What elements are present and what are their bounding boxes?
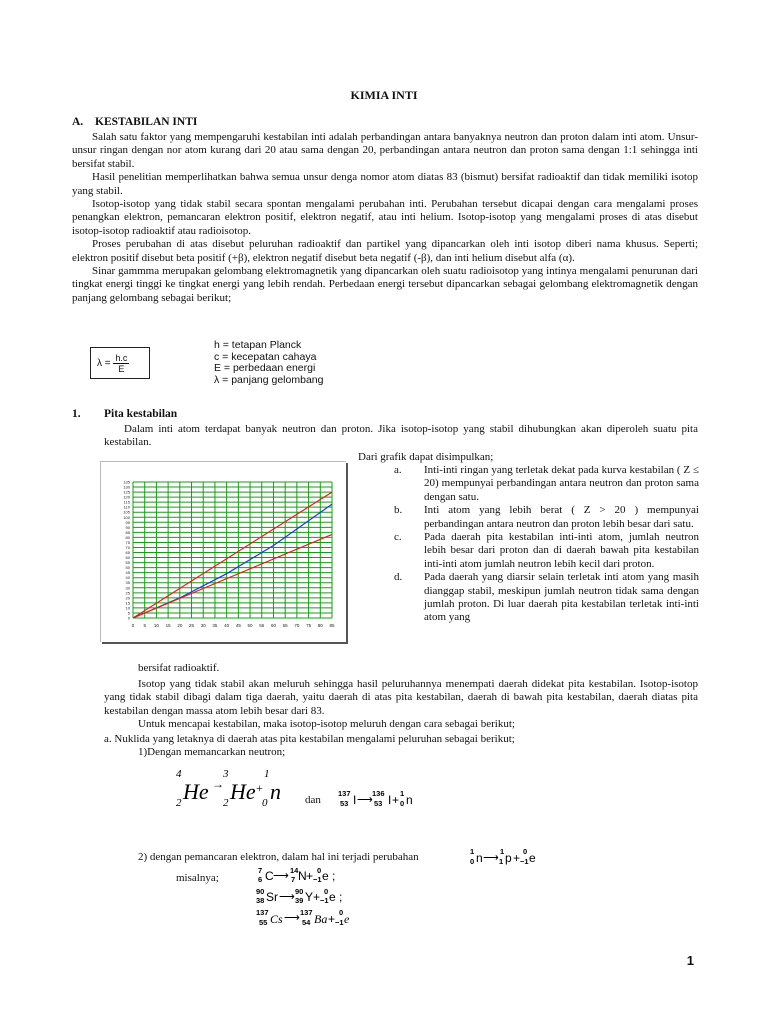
svg-text:1: 1 [470, 847, 475, 856]
svg-text:2: 2 [223, 797, 229, 809]
chart-y-tick-label: 105 [123, 509, 130, 515]
chart-y-tick-label: 40 [125, 575, 130, 581]
svg-text:3: 3 [223, 768, 229, 780]
chart-series-line [133, 492, 332, 618]
svg-text:⟶: ⟶ [284, 912, 300, 924]
svg-text:90: 90 [295, 887, 304, 896]
chart-x-tick-label: 35 [212, 623, 218, 628]
svg-text:14: 14 [290, 866, 299, 875]
list-item [394, 571, 699, 625]
chart-y-tick-label: 125 [123, 489, 130, 495]
svg-text:⟶: ⟶ [483, 852, 499, 864]
svg-text:+: + [392, 793, 400, 807]
decay-intro: a. Nuklida yang letaknya di daerah atas pita kestabilan mengalami peluruhan sebagai berikut; [104, 733, 515, 745]
chart-x-tick-label: 25 [189, 623, 195, 628]
chart-y-tick-label: 135 [123, 479, 130, 485]
decay-paragraph [104, 678, 698, 732]
paragraph: Sinar gammma merupakan gelombang elektromagnetik yang dipancarkan oleh suatu radioisotop yang intinya mengalami penurunan dari tingkat energi tinggi ke tingkat energi yang lebih rendah. Perbedaan energi tersebut dipancarkan sebagai gelombang elektromagnetik dengan panjang gelombang sebagai berikut; [72, 265, 698, 304]
svg-text:136: 136 [372, 789, 385, 798]
svg-text:90: 90 [256, 887, 265, 896]
chart-x-tick-label: 60 [270, 623, 276, 628]
svg-text:2: 2 [176, 797, 182, 809]
svg-text:0: 0 [400, 799, 405, 808]
chart-x-tick-label: 85 [329, 623, 335, 628]
page-title: KIMIA INTI [350, 88, 418, 102]
svg-text:Cs: Cs [270, 912, 283, 926]
chart-x-tick-label: 65 [282, 623, 288, 628]
svg-text:0: 0 [324, 887, 329, 896]
svg-text:e ;: e ; [329, 890, 343, 904]
chart-x-tick-label: 55 [259, 623, 265, 628]
step-1-text: 1)Dengan memancarkan neutron; [138, 746, 286, 758]
chart-series-line [133, 504, 332, 618]
section-1-intro: Dalam inti atom terdapat banyak neutron dan proton. Jika isotop-isotop yang stabil dihubungkan akan diperoleh suatu pita kestabilan. [104, 423, 698, 449]
chart-y-tick-label: 0 [127, 615, 130, 621]
paragraph: Isotop-isotop yang tidak stabil secara spontan mengalami perubahan inti. Perubahan tersebut dicapai dengan cara mengalami proses penangkan elektron, pemancaran elektron positif, elektron negatif, atau inti helium. Isotop-isotop yang mengalami proses di atas disebut isotop-isotop radioaktif atau radioisotop. [72, 198, 698, 237]
list-item-label: a. [394, 464, 402, 476]
list-item-label: c. [394, 531, 402, 544]
section-a-heading: KESTABILAN INTI [95, 116, 198, 128]
paragraph: Isotop yang tidak stabil akan meluruh sehingga hasil peluruhannya menempati daerah didekat pita kestabilan. Isotop-isotop yang tidak stabil dibagi dalam tiga daerah, yaitu daerah di atas pita kestabilan, daerah di bawah pita kestabilan, daerah diatas pita kestabilan dengan massa atom lebih besar dari 83. [104, 678, 698, 717]
svg-text:He: He [230, 779, 256, 804]
svg-text:⟶: ⟶ [273, 870, 289, 882]
svg-text:Y: Y [305, 890, 314, 904]
formula-denominator: E [118, 364, 125, 374]
svg-text:Ba: Ba [314, 912, 328, 926]
chart-y-tick-label: 110 [123, 504, 130, 510]
legend-item: h = tetapan Planck [214, 339, 302, 351]
chart-y-tick-label: 5 [127, 610, 130, 616]
svg-text:I: I [388, 793, 392, 807]
legend-item: E = perbedaan energi [214, 362, 316, 375]
conclusion-list [394, 464, 699, 625]
chart-x-tick-label: 70 [294, 623, 300, 628]
svg-text:55: 55 [259, 918, 268, 927]
conjunction-dan: dan [305, 794, 321, 806]
chart-y-tick-label: 95 [125, 519, 130, 525]
chart-y-tick-label: 60 [125, 555, 130, 561]
chart-svg [101, 462, 346, 642]
svg-text:e: e [529, 851, 536, 865]
paragraph: Salah satu faktor yang mempengaruhi kestabilan inti adalah perbandingan antara banyaknya neutron dan proton dalam inti atom. Unsur-unsur ringan dengan nor atom kurang dari 20 atau sama dengan 20, perbandingan antara neutron dan proton sama dengan 1:1 sehingga inti bersifat stabil. [72, 131, 698, 170]
chart-x-tick-label: 10 [153, 623, 159, 628]
svg-text:137: 137 [338, 789, 351, 798]
svg-text:7: 7 [258, 866, 263, 875]
svg-text:1: 1 [400, 789, 405, 798]
svg-text:0: 0 [317, 866, 322, 875]
formula-lhs: λ = [97, 358, 111, 370]
equation-iodine-decay [338, 787, 448, 809]
svg-text:1: 1 [264, 768, 270, 780]
svg-text:53: 53 [374, 799, 383, 808]
svg-text:⟶: ⟶ [279, 891, 295, 903]
svg-text:4: 4 [176, 768, 182, 780]
chart-x-tick-label: 15 [165, 623, 171, 628]
list-item [394, 464, 699, 504]
svg-text:0: 0 [262, 797, 268, 809]
step-2-text: 2) dengan pemancaran elektron, dalam hal ini terjadi perubahan [138, 851, 419, 863]
section-1-heading: Pita kestabilan [104, 408, 178, 420]
chart-y-tick-label: 70 [125, 544, 130, 550]
svg-text:Sr: Sr [266, 890, 278, 904]
section-1-label: 1. [72, 408, 81, 420]
svg-text:0: 0 [339, 908, 344, 917]
chart-y-tick-label: 10 [125, 605, 130, 611]
chart-x-tick-label: 30 [200, 623, 206, 628]
chart-y-tick-label: 20 [125, 595, 130, 601]
svg-text:53: 53 [340, 799, 349, 808]
chart-y-tick-label: 65 [125, 550, 130, 556]
section-a-label: A. [72, 116, 84, 128]
chart-x-tick-label: 75 [306, 623, 312, 628]
chart-y-tick-label: 35 [125, 580, 130, 586]
equation-neutron-emission [170, 764, 300, 810]
svg-text:p: p [505, 851, 512, 865]
svg-text:I: I [353, 793, 357, 807]
conclusion-intro: Dari grafik dapat disimpulkan; [358, 451, 494, 463]
list-item-text: Pada daerah pita kestabilan inti-inti atom, jumlah neutron lebih besar dari proton dan di daerah bawah pita kestabilan inti-inti atom jumlah neutron lebih kecil dari proton. [424, 531, 699, 570]
page-number: 1 [686, 953, 694, 968]
chart-x-tick-label: 0 [131, 623, 135, 628]
chart-x-tick-label: 40 [224, 623, 230, 628]
svg-text:He: He [183, 779, 209, 804]
svg-text:137: 137 [256, 908, 269, 917]
svg-text:38: 38 [256, 896, 265, 905]
svg-text:54: 54 [302, 918, 311, 927]
example-equations [256, 863, 406, 933]
continuation-text: bersifat radioaktif. [138, 662, 220, 674]
svg-text:n: n [270, 779, 281, 804]
svg-text:−1: −1 [320, 896, 329, 905]
legend-item: λ = panjang gelombang [214, 373, 324, 386]
section-a-body [72, 131, 698, 305]
list-item-label: b. [394, 504, 403, 517]
formula-numerator: h.c [115, 353, 128, 363]
chart-y-tick-label: 90 [125, 524, 130, 530]
wavelength-formula-box [90, 347, 150, 379]
paragraph: Proses perubahan di atas disebut peluruhan radioaktif dan partikel yang dipancarkan oleh inti isotop diberi nama khusus. Seperti; elektron positif disebut beta positif (+β), elektron negatif disebut beta negatif (-β), dan inti helium disebut alfa (α). [72, 238, 698, 264]
stability-band-chart [100, 461, 346, 642]
svg-text:0: 0 [523, 847, 528, 856]
chart-x-tick-label: 5 [143, 623, 146, 628]
example-label: misalnya; [176, 872, 219, 884]
svg-text:+: + [306, 869, 314, 883]
list-item [394, 504, 699, 531]
paragraph: Untuk mencapai kestabilan, maka isotop-isotop meluruh dengan cara sebagai berikut; [138, 718, 515, 731]
formula-legend [214, 340, 323, 386]
svg-text:→: → [212, 777, 224, 791]
chart-y-tick-label: 50 [125, 565, 130, 571]
list-item-text: Pada daerah yang diarsir selain terletak inti atom yang masih dianggap stabil, meskipun jumlah neutron tidak sama dengan jumlah proton. Di luar daerah pita kestabilan terletak inti-inti atom yang [424, 571, 699, 624]
svg-text:−1: −1 [313, 875, 322, 884]
chart-x-tick-label: 50 [247, 623, 253, 628]
paragraph: Hasil penelitian memperlihatkan bahwa semua unsur denga nomor atom diatas 83 (bismut) bersifat radioaktif dan tidak memiliki isotop yang stabil. [72, 171, 698, 197]
chart-y-tick-label: 25 [125, 590, 130, 596]
chart-y-tick-label: 115 [123, 499, 130, 505]
svg-text:137: 137 [300, 908, 313, 917]
svg-text:1: 1 [500, 847, 505, 856]
chart-y-tick-label: 45 [125, 570, 130, 576]
list-item [394, 531, 699, 571]
svg-text:7: 7 [291, 875, 296, 884]
chart-series-line [133, 534, 332, 618]
svg-text:C: C [265, 869, 274, 883]
svg-text:e ;: e ; [322, 869, 336, 883]
chart-y-tick-label: 75 [125, 539, 130, 545]
chart-y-tick-label: 120 [123, 494, 130, 500]
svg-text:n: n [476, 851, 483, 865]
chart-y-tick-label: 30 [125, 585, 130, 591]
chart-x-tick-label: 80 [317, 623, 323, 628]
equation-neutron-to-proton [470, 845, 570, 867]
chart-y-tick-label: 15 [125, 600, 130, 606]
chart-y-tick-label: 130 [123, 484, 130, 490]
svg-text:−1: −1 [335, 918, 344, 927]
svg-text:−1: −1 [520, 857, 529, 866]
svg-text:+: + [513, 851, 521, 865]
chart-y-tick-label: 55 [125, 560, 130, 566]
svg-text:⟶: ⟶ [357, 794, 373, 806]
svg-text:0: 0 [470, 857, 475, 866]
list-item-text: Inti-inti ringan yang terletak dekat pada kurva kestabilan ( Z ≤ 20) mempunyai perbandingan antara neutron dan proton sama dengan satu. [424, 464, 699, 503]
chart-x-tick-label: 20 [177, 623, 183, 628]
chart-y-tick-label: 80 [125, 534, 130, 540]
list-item-label: d. [394, 571, 403, 584]
legend-item: c = kecepatan cahaya [214, 350, 317, 363]
svg-text:1: 1 [499, 857, 504, 866]
svg-text:6: 6 [258, 875, 263, 884]
svg-text:+: + [328, 912, 336, 926]
formula-fraction [113, 353, 129, 374]
svg-text:39: 39 [295, 896, 304, 905]
list-item-text: Inti atom yang lebih berat ( Z > 20 ) mempunyai perbandingan antara neutron dan proton lebih besar dari satu. [424, 504, 699, 530]
chart-y-tick-label: 85 [125, 529, 130, 535]
svg-text:n: n [406, 793, 413, 807]
svg-text:N: N [298, 869, 307, 883]
chart-x-tick-label: 45 [235, 623, 241, 628]
svg-text:e: e [344, 912, 350, 926]
svg-text:+: + [313, 890, 321, 904]
svg-text:+: + [256, 781, 263, 795]
chart-y-tick-label: 100 [123, 514, 130, 520]
